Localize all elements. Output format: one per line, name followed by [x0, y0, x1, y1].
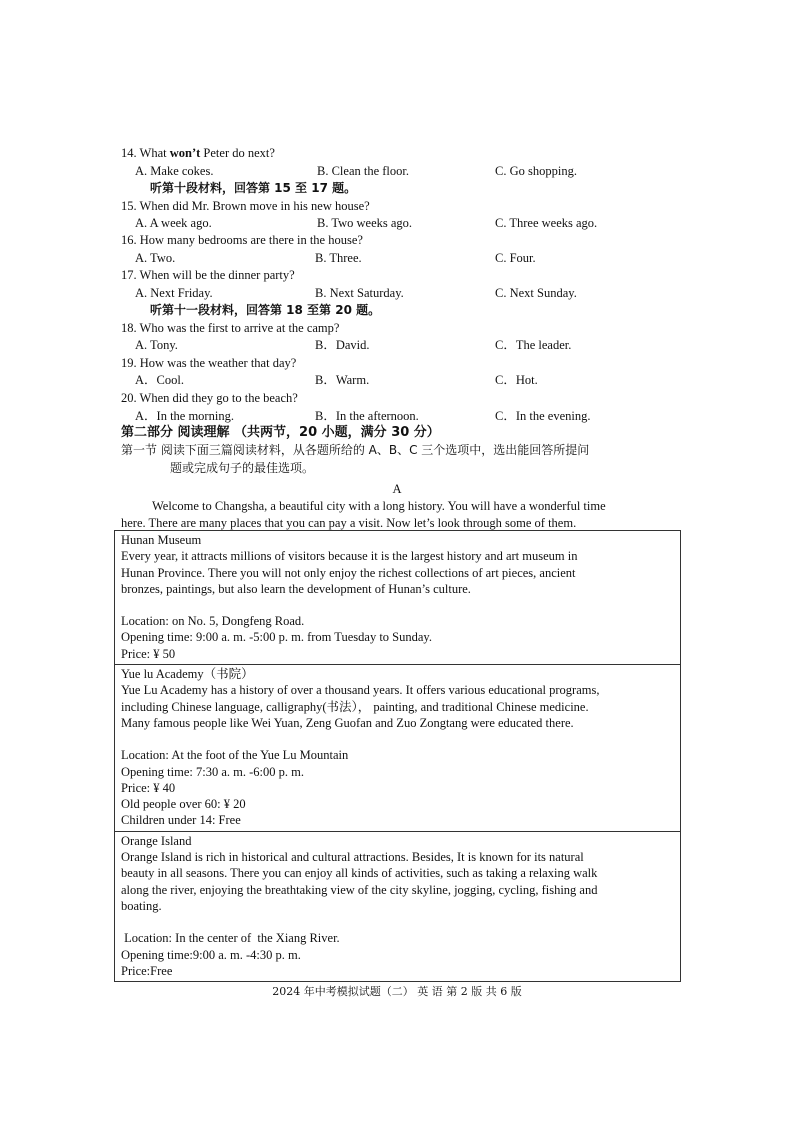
- place-description-line: bronzes, paintings, but also learn the development of Hunan’s culture.: [121, 581, 471, 596]
- place-price: Price: ¥ 40: [121, 780, 176, 795]
- place-opening-time: Opening time: 7:30 a. m. -6:00 p. m.: [121, 764, 304, 779]
- place-description-line: boating.: [121, 898, 162, 913]
- listening-instruction-11: 听第十一段材料，回答第 18 至第 20 题。: [150, 303, 381, 317]
- question-19: 19. How was the weather that day?: [121, 356, 297, 370]
- place-price: Price: ¥ 50: [121, 646, 176, 661]
- place-location: Location: In the center of the Xiang River.: [121, 931, 340, 946]
- place-cell-orange-island: [115, 831, 681, 981]
- option-18a: A. Tony.: [135, 338, 178, 352]
- place-description-line: beauty in all seasons. There you can enjoy all kinds of activities, such as taking a relaxing walk: [121, 866, 598, 881]
- option-17b: B. Next Saturday.: [315, 286, 404, 300]
- place-description-line: Hunan Province. There you will not only enjoy the richest collections of art pieces, ancient: [121, 565, 576, 580]
- listening-instruction-10: 听第十段材料，回答第 15 至 17 题。: [150, 181, 357, 195]
- option-14a: A. Make cokes.: [135, 164, 214, 178]
- option-20c: C．In the evening.: [495, 409, 591, 423]
- place-cell-yuelu-academy: [115, 665, 681, 832]
- place-location: Location: on No. 5, Dongfeng Road.: [121, 614, 305, 629]
- place-name: Yue lu Academy（书院）: [121, 667, 254, 682]
- table-row: [115, 831, 681, 981]
- place-description-line: Many famous people like Wei Yuan, Zeng Guofan and Zuo Zongtang were educated there.: [121, 715, 574, 730]
- option-19a: A．Cool.: [135, 373, 184, 387]
- option-16c: C. Four.: [495, 251, 536, 265]
- passage-intro-line2: here. There are many places that you can pay a visit. Now let’s look through some of them.: [121, 516, 577, 530]
- place-price-children: Children under 14: Free: [121, 813, 241, 828]
- question-18: 18. Who was the first to arrive at the camp?: [121, 321, 340, 335]
- option-20b: B．In the afternoon.: [315, 409, 419, 423]
- part2-heading: 第二部分 阅读理解 （共两节，20 小题，满分 30 分）: [121, 425, 440, 440]
- place-location: Location: At the foot of the Yue Lu Mountain: [121, 748, 349, 763]
- question-16: 16. How many bedrooms are there in the house?: [121, 233, 363, 247]
- place-description-line: Yue Lu Academy has a history of over a thousand years. It offers various educational programs,: [121, 683, 600, 698]
- table-row: [115, 665, 681, 832]
- place-description-line: including Chinese language, calligraphy(书法）， painting, and traditional Chinese medicine.: [121, 699, 589, 714]
- section1-instruction-line2: 题或完成句子的最佳选项。: [170, 461, 315, 475]
- option-15c: C. Three weeks ago.: [495, 216, 598, 230]
- passage-intro-line1: Welcome to Changsha, a beautiful city with a long history. You will have a wonderful time: [152, 499, 606, 513]
- blank-line: [121, 914, 674, 930]
- option-20a: A．In the morning.: [135, 409, 234, 423]
- option-19c: C．Hot.: [495, 373, 538, 387]
- place-description-line: Every year, it attracts millions of visitors because it is the largest history and art museum in: [121, 549, 578, 564]
- page-footer: 2024 年中考模拟试题（二） 英 语 第 2 版 共 6 版: [272, 985, 522, 998]
- question-15: 15. When did Mr. Brown move in his new house?: [121, 199, 370, 213]
- option-17c: C. Next Sunday.: [495, 286, 577, 300]
- option-14c: C. Go shopping.: [495, 164, 577, 178]
- place-price: Price:Free: [121, 963, 173, 978]
- option-16b: B. Three.: [315, 251, 362, 265]
- place-opening-time: Opening time: 9:00 a. m. -5:00 p. m. from Tuesday to Sunday.: [121, 630, 432, 645]
- place-cell-hunan-museum: [115, 531, 681, 665]
- blank-line: [121, 731, 674, 747]
- place-price-elderly: Old people over 60: ¥ 20: [121, 797, 246, 812]
- option-17a: A. Next Friday.: [135, 286, 213, 300]
- table-row: [115, 531, 681, 665]
- place-name: Orange Island: [121, 833, 192, 848]
- section1-instruction-line1: 第一节 阅读下面三篇阅读材料，从各题所给的 A、B、C 三个选项中，选出能回答所提问: [121, 443, 590, 457]
- option-19b: B．Warm.: [315, 373, 370, 387]
- places-table: [114, 530, 681, 982]
- option-15b: B. Two weeks ago.: [317, 216, 413, 230]
- place-description-line: along the river, enjoying the breathtaking view of the city skyline, jogging, cycling, fishing and: [121, 882, 598, 897]
- passage-label: A: [392, 482, 402, 496]
- blank-line: [121, 597, 674, 613]
- option-18b: B．David.: [315, 338, 370, 352]
- question-14: 14. What won’t Peter do next?: [121, 146, 275, 160]
- question-17: 17. When will be the dinner party?: [121, 268, 295, 282]
- place-name: Hunan Museum: [121, 533, 202, 547]
- question-20: 20. When did they go to the beach?: [121, 391, 298, 405]
- place-description-line: Orange Island is rich in historical and cultural attractions. Besides, It is known for its natural: [121, 850, 584, 865]
- place-opening-time: Opening time:9:00 a. m. -4:30 p. m.: [121, 947, 301, 962]
- option-18c: C．The leader.: [495, 338, 572, 352]
- option-16a: A. Two.: [135, 251, 176, 265]
- option-14b: B. Clean the floor.: [317, 164, 409, 178]
- option-15a: A. A week ago.: [135, 216, 212, 230]
